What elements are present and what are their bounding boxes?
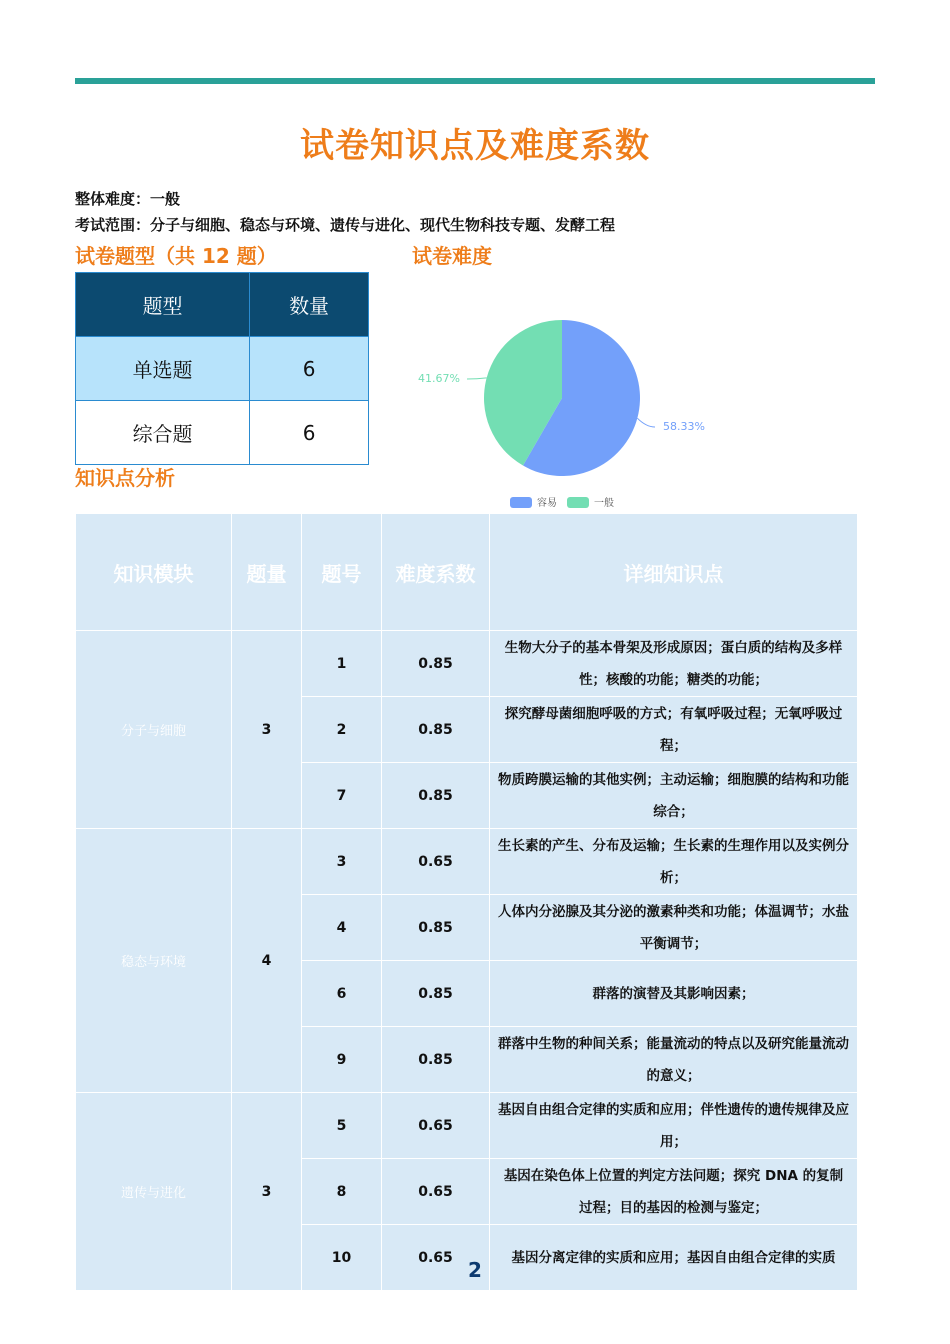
section-question-types: 试卷题型（共 12 题）: [75, 244, 277, 268]
header-module: 知识模块: [76, 514, 232, 631]
difficulty-coefficient: 0.85: [382, 697, 490, 763]
module-name: 稳态与环境: [76, 829, 232, 1093]
header-difficulty: 难度系数: [382, 514, 490, 631]
pie-data-label-2: 41.67%: [418, 372, 460, 385]
header-count: 数量: [250, 273, 369, 337]
knowledge-detail: 基因在染色体上位置的判定方法问题；探究 DNA 的复制过程；目的基因的检测与鉴定；: [490, 1159, 858, 1225]
exam-scope: 考试范围：分子与细胞、稳态与环境、遗传与进化、现代生物科技专题、发酵工程: [75, 216, 616, 234]
table-row: [76, 631, 858, 697]
question-type-table: [75, 272, 369, 465]
legend-label-1: 容易: [537, 498, 557, 509]
knowledge-header-row: [76, 514, 858, 631]
count-cell: 6: [250, 337, 369, 401]
question-number: 9: [302, 1027, 382, 1093]
page-number: 2: [468, 1258, 482, 1282]
module-count: 3: [232, 1093, 302, 1291]
question-number: 4: [302, 895, 382, 961]
type-cell: 单选题: [76, 337, 250, 401]
knowledge-detail: 生物大分子的基本骨架及形成原因；蛋白质的结构及多样性；核酸的功能；糖类的功能；: [490, 631, 858, 697]
question-number: 1: [302, 631, 382, 697]
question-number: 3: [302, 829, 382, 895]
page-title: 试卷知识点及难度系数: [300, 126, 650, 166]
question-number: 2: [302, 697, 382, 763]
question-number: 5: [302, 1093, 382, 1159]
top-rule: [75, 78, 875, 84]
difficulty-coefficient: 0.85: [382, 1027, 490, 1093]
legend-swatch-2: [567, 497, 589, 508]
section-difficulty: 试卷难度: [412, 244, 492, 268]
knowledge-detail: 生长素的产生、分布及运输；生长素的生理作用以及实例分析；: [490, 829, 858, 895]
module-name: 分子与细胞: [76, 631, 232, 829]
knowledge-detail: 群落的演替及其影响因素；: [490, 961, 858, 1027]
pie-svg: [405, 300, 735, 520]
count-cell: 6: [250, 401, 369, 465]
table-row: [76, 1093, 858, 1159]
type-cell: 综合题: [76, 401, 250, 465]
difficulty-coefficient: 0.65: [382, 1093, 490, 1159]
pie-leader-line-2: [467, 378, 487, 379]
difficulty-coefficient: 0.85: [382, 895, 490, 961]
knowledge-detail: 物质跨膜运输的其他实例；主动运输；细胞膜的结构和功能综合；: [490, 763, 858, 829]
overall-difficulty: 整体难度：一般: [75, 190, 181, 208]
difficulty-pie-chart: [405, 300, 735, 520]
header-type: 题型: [76, 273, 250, 337]
pie-leader-line-1: [637, 418, 655, 427]
difficulty-coefficient: 0.85: [382, 961, 490, 1027]
difficulty-coefficient: 0.85: [382, 631, 490, 697]
knowledge-detail: 探究酵母菌细胞呼吸的方式；有氧呼吸过程；无氧呼吸过程；: [490, 697, 858, 763]
header-quantity: 题量: [232, 514, 302, 631]
knowledge-detail: 群落中生物的种间关系；能量流动的特点以及研究能量流动的意义；: [490, 1027, 858, 1093]
pie-data-label-1: 58.33%: [663, 420, 705, 433]
section-knowledge: 知识点分析: [75, 466, 175, 490]
difficulty-coefficient: 0.65: [382, 1225, 490, 1291]
question-number: 8: [302, 1159, 382, 1225]
knowledge-detail: 基因分离定律的实质和应用；基因自由组合定律的实质: [490, 1225, 858, 1291]
knowledge-table: [75, 513, 858, 1291]
header-number: 题号: [302, 514, 382, 631]
difficulty-coefficient: 0.65: [382, 829, 490, 895]
table-row: [76, 829, 858, 895]
difficulty-coefficient: 0.65: [382, 1159, 490, 1225]
knowledge-detail: 基因自由组合定律的实质和应用；伴性遗传的遗传规律及应用；: [490, 1093, 858, 1159]
legend-swatch-1: [510, 497, 532, 508]
table-row: [76, 337, 369, 401]
legend-label-2: 一般: [594, 498, 614, 509]
difficulty-coefficient: 0.85: [382, 763, 490, 829]
question-number: 10: [302, 1225, 382, 1291]
table-row: [76, 401, 369, 465]
question-number: 6: [302, 961, 382, 1027]
module-name: 遗传与进化: [76, 1093, 232, 1291]
module-count: 4: [232, 829, 302, 1093]
knowledge-detail: 人体内分泌腺及其分泌的激素种类和功能；体温调节；水盐平衡调节；: [490, 895, 858, 961]
table-header-row: [76, 273, 369, 337]
header-detail: 详细知识点: [490, 514, 858, 631]
module-count: 3: [232, 631, 302, 829]
question-number: 7: [302, 763, 382, 829]
